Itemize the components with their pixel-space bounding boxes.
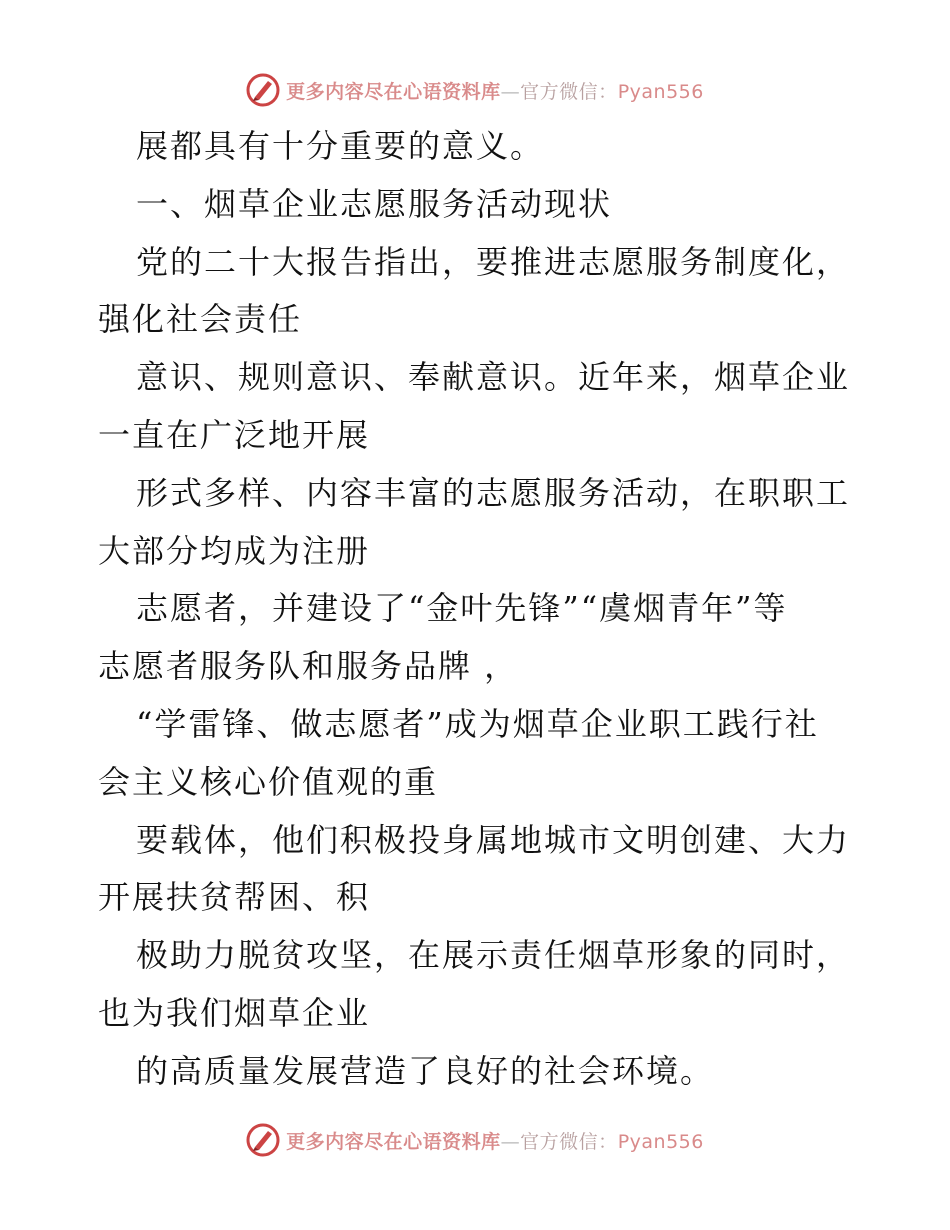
footer-separator: — — [500, 1130, 521, 1153]
body-line: 党的二十大报告指出，要推进志愿服务制度化， — [136, 242, 851, 281]
document-body — [98, 118, 858, 1101]
footer-banner-text — [286, 1127, 704, 1154]
body-line: 形式多样、内容丰富的志愿服务活动，在职职工 — [136, 473, 851, 512]
logo-icon — [246, 73, 280, 107]
header-wechat-label: 官方微信： — [520, 80, 618, 103]
logo-icon — [246, 1123, 280, 1157]
body-line: 也为我们烟草企业 — [98, 993, 371, 1032]
body-line: “学雷锋、做志愿者”成为烟草企业职工践行社 — [136, 704, 819, 743]
body-line: 一直在广泛地开展 — [98, 415, 371, 454]
header-banner-text — [286, 77, 704, 104]
body-line: 会主义核心价值观的重 — [98, 762, 439, 801]
body-line: 志愿者，并建设了“金叶先锋”“虞烟青年”等 — [136, 589, 788, 628]
footer-site-name: 更多内容尽在心语资料库 — [286, 1130, 501, 1153]
header-separator: — — [500, 80, 521, 103]
body-line: 展都具有十分重要的意义。 — [136, 127, 545, 165]
footer-watermark-banner — [0, 1122, 950, 1158]
body-line: 大部分均成为注册 — [98, 531, 371, 570]
footer-wechat-label: 官方微信： — [520, 1130, 618, 1153]
body-line: 志愿者服务队和服务品牌 ， — [98, 647, 519, 686]
body-line: 意识、规则意识、奉献意识。近年来，烟草企业 — [136, 358, 851, 397]
body-line: 要载体，他们积极投身属地城市文明创建、大力 — [136, 820, 851, 859]
body-line: 强化社会责任 — [98, 300, 303, 339]
footer-wechat-id: Pyan556 — [617, 1130, 704, 1153]
header-wechat-id: Pyan556 — [617, 80, 704, 103]
header-watermark-banner — [0, 72, 950, 108]
section-heading: 一、烟草企业志愿服务活动现状 — [136, 184, 613, 223]
body-line: 开展扶贫帮困、积 — [98, 878, 371, 917]
body-line: 极助力脱贫攻坚，在展示责任烟草形象的同时， — [136, 936, 851, 975]
header-site-name: 更多内容尽在心语资料库 — [286, 80, 501, 103]
body-line: 的高质量发展营造了良好的社会环境。 — [136, 1051, 715, 1090]
